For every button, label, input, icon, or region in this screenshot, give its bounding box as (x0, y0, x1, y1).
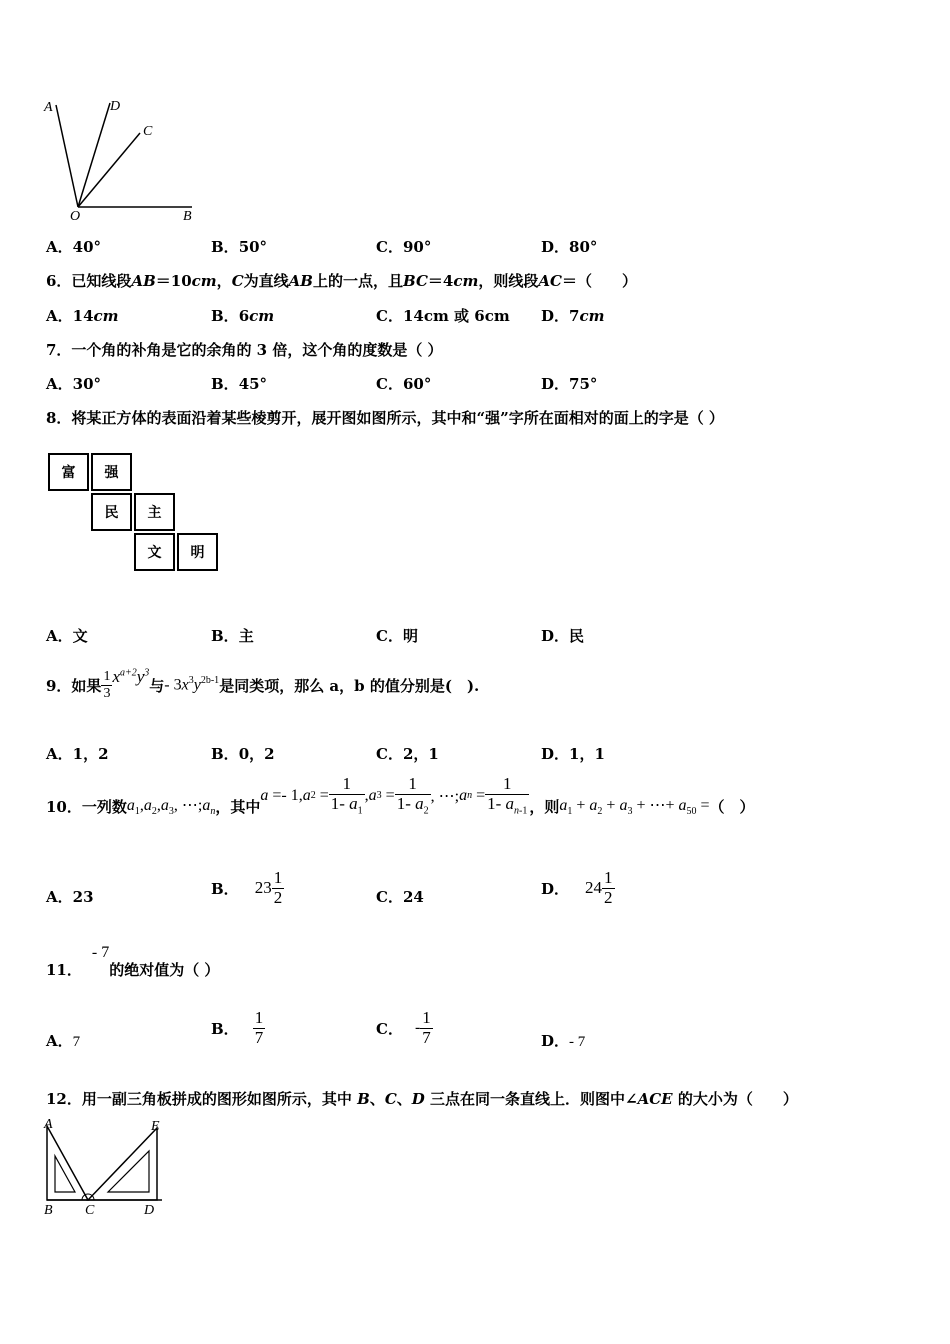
net-cell-2: 强 (91, 453, 132, 491)
fig12-label-c: C (85, 1203, 95, 1218)
q7-option-c[interactable]: C．60° (376, 375, 432, 393)
q11-option-d[interactable]: D．- 7 (541, 1032, 586, 1050)
label-o: O (70, 209, 81, 224)
q9-expr-2: - $3x^3y^{2b-1}$ (164, 675, 220, 694)
left-triangle-inner (55, 1156, 75, 1192)
label-a: A (44, 100, 53, 115)
q7-option-d[interactable]: D．75° (541, 375, 598, 393)
q11-option-a[interactable]: A．7 (46, 1032, 81, 1050)
q10-stem: 10．一列数 $a_1,a_2,a_3$, $\cdots;a_n$ ，其中 a =- 1, a 2 = $\frac{1}{1- a_1}$ , a 3 = $\frac{1}{1- a_2}$ , ⋯; a n = $\frac{1}{1- a_{n-1}}$ ，则 $a_1 + a_2 + a_3$ + ⋯+ $a_{50}$ = （ ） (46, 774, 755, 818)
q9-option-a[interactable]: A．1，2 (46, 745, 109, 763)
right-triangle (88, 1128, 157, 1200)
q5-option-a[interactable]: A．40° (46, 238, 102, 256)
net-cell-5: 文 (134, 533, 175, 571)
q12-stem: 12．用一副三角板拼成的图形如图所示，其中 B、C、D 三点在同一条直线上．则图中∠ACE 的大小为（ ） (46, 1090, 798, 1108)
q5-option-c[interactable]: C．90° (376, 238, 432, 256)
angle-figure (40, 95, 210, 225)
q6-stem: 6．已知线段AB＝10cm，C为直线AB上的一点，且BC＝4cm，则线段AC＝（ ） (46, 272, 637, 290)
q11-value: - 7 (91, 944, 110, 961)
q11-option-c[interactable]: C． - $\frac{1}{7}$ (376, 1007, 431, 1047)
cube-net (48, 453, 223, 575)
fig12-label-e: E (151, 1119, 160, 1134)
q6-option-b[interactable]: B．6cm (211, 307, 275, 325)
q9-stem: 9．如果 $\frac{1}{3}$ $x^{a+2}y^3$ 与 - $3x^3y^{2b-1}$ 是同类项，那么 a，b 的值分别是( ). (46, 667, 480, 701)
q11-stem: 11． - 7 的绝对值为（ ） (46, 944, 220, 979)
q7-option-a[interactable]: A．30° (46, 375, 102, 393)
q5-option-b[interactable]: B．50° (211, 238, 268, 256)
q10-sequence: $a_1,a_2,a_3$, $\cdots;a_n$ (126, 796, 216, 818)
q10-recurrence: a =- 1, a 2 = $\frac{1}{1- a_1}$ , a 3 = $\frac{1}{1- a_2}$ , ⋯; a n = $\frac{1}{1- a_{n-1}}$ (260, 774, 528, 817)
q7-option-b[interactable]: B．45° (211, 375, 268, 393)
left-triangle (47, 1126, 88, 1200)
q9-option-c[interactable]: C．2，1 (376, 745, 439, 763)
q8-option-c[interactable]: C．明 (376, 627, 418, 645)
q10-option-c[interactable]: C．24 (376, 888, 424, 906)
q9-expr-1: $\frac{1}{3}$ $x^{a+2}y^3$ (103, 667, 150, 701)
fig12-label-a: A (44, 1118, 53, 1132)
q8-option-a[interactable]: A．文 (46, 627, 88, 645)
fig12-label-d: D (144, 1203, 155, 1218)
q7-stem: 7．一个角的补角是它的余角的 3 倍，这个角的度数是（ ） (46, 341, 443, 359)
q8-option-d[interactable]: D．民 (541, 627, 585, 645)
label-d: D (110, 99, 121, 114)
label-c: C (143, 124, 153, 139)
q9-option-b[interactable]: B．0，2 (211, 745, 275, 763)
net-cell-3: 民 (91, 493, 132, 531)
q6-option-c[interactable]: C．14cm 或 6cm (376, 307, 510, 325)
triangle-boards-figure (42, 1118, 172, 1218)
q6-option-d[interactable]: D．7cm (541, 307, 605, 325)
q11-option-b[interactable]: B． $\frac{1}{7}$ (211, 1007, 264, 1047)
q10-option-d[interactable]: D． 24 $\frac{1}{2}$ (541, 867, 613, 907)
ray-oc (78, 133, 140, 207)
q10-option-b[interactable]: B． 23 $\frac{1}{2}$ (211, 867, 283, 907)
q10-sum: $a_1 + a_2 + a_3$ + ⋯+ $a_{50}$ = (559, 796, 710, 818)
q9-option-d[interactable]: D．1，1 (541, 745, 605, 763)
label-b: B (183, 209, 192, 224)
fig12-label-b: B (44, 1203, 53, 1218)
ray-oa (56, 105, 78, 207)
net-cell-1: 富 (48, 453, 89, 491)
net-cell-6: 明 (177, 533, 218, 571)
q5-option-d[interactable]: D．80° (541, 238, 598, 256)
q8-stem: 8．将某正方体的表面沿着某些棱剪开，展开图如图所示，其中和“强”字所在面相对的面上的字是（ ） (46, 409, 724, 427)
ray-od (78, 103, 110, 207)
q8-option-b[interactable]: B．主 (211, 627, 254, 645)
net-cell-4: 主 (134, 493, 175, 531)
q6-option-a[interactable]: A．14cm (46, 307, 119, 325)
q10-option-a[interactable]: A．23 (46, 888, 94, 906)
